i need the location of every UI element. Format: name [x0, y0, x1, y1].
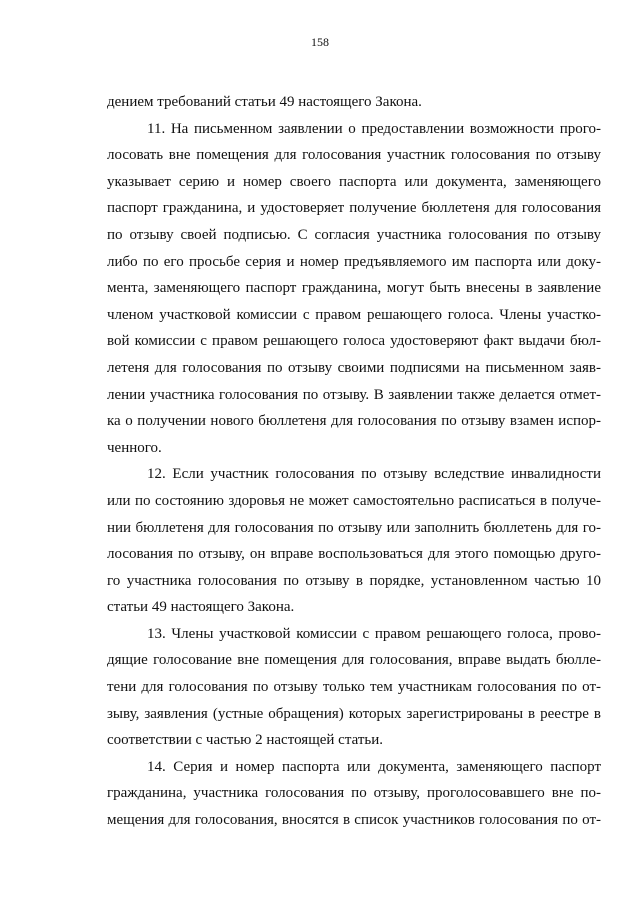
text-line: или по состоянию здоровья не может самостоятельно расписаться в получе- [107, 492, 601, 509]
text-line: нии бюллетеня для голосования по отзыву или заполнить бюллетень для го- [107, 519, 601, 536]
text-line: 14. Серия и номер паспорта или документа, заменяющего паспорт [147, 758, 601, 775]
text-line: соответствии с частью 2 настоящей статьи. [107, 732, 384, 749]
text-line: го участника голосования по отзыву в порядке, установленном частью 10 [107, 572, 601, 589]
text-line: зыву, заявления (устные обращения) которых зарегистрированы в реестре в [107, 705, 601, 722]
text-line: тени для голосования по отзыву только тем участникам голосования по от- [107, 679, 601, 696]
text-line: по отзыву своей подписью. С согласия участника голосования по отзыву [107, 226, 601, 243]
text-line: дящие голосование вне помещения для голосования, вправе выдать бюлле- [107, 652, 601, 669]
text-line: паспорт гражданина, и удостоверяет получение бюллетеня для голосования [107, 200, 601, 217]
text-line: 13. Члены участковой комиссии с правом решающего голоса, прово- [147, 625, 601, 642]
text-line: мещения для голосования, вносятся в список участников голосования по от- [107, 812, 601, 829]
text-line: статьи 49 настоящего Закона. [107, 599, 295, 616]
text-line: лосовать вне помещения для голосования участник голосования по отзыву [107, 147, 601, 164]
text-line: ченного. [107, 439, 162, 456]
document-body [107, 89, 601, 834]
text-line: либо по его просьбе серия и номер предъявляемого им паспорта или доку- [107, 253, 601, 270]
text-line: вой комиссии с правом решающего голоса удостоверяют факт выдачи бюл- [107, 333, 601, 350]
text-line: 12. Если участник голосования по отзыву вследствие инвалидности [147, 466, 601, 483]
text-line: лосования по отзыву, он вправе воспользоваться для этого помощью друго- [107, 546, 601, 563]
text-line: лении участника голосования по отзыву. В заявлении также делается отмет- [107, 386, 601, 403]
text-line: 11. На письменном заявлении о предоставлении возможности прого- [147, 120, 601, 137]
text-line: гражданина, участника голосования по отзыву, проголосовавшего вне по- [107, 785, 601, 802]
text-line: летеня для голосования по отзыву своими подписями на письменном заяв- [107, 359, 601, 376]
text-line: членом участковой комиссии с правом решающего голоса. Члены участко- [107, 306, 601, 323]
text-line: указывает серию и номер своего паспорта или документа, заменяющего [107, 173, 601, 190]
text-line: ка о получении нового бюллетеня для голосования по отзыву взамен испор- [107, 413, 601, 430]
page-number: 158 [311, 35, 329, 49]
text-line: дением требований статьи 49 настоящего Закона. [107, 94, 422, 110]
text-line: мента, заменяющего паспорт гражданина, могут быть внесены в заявление [107, 280, 601, 297]
